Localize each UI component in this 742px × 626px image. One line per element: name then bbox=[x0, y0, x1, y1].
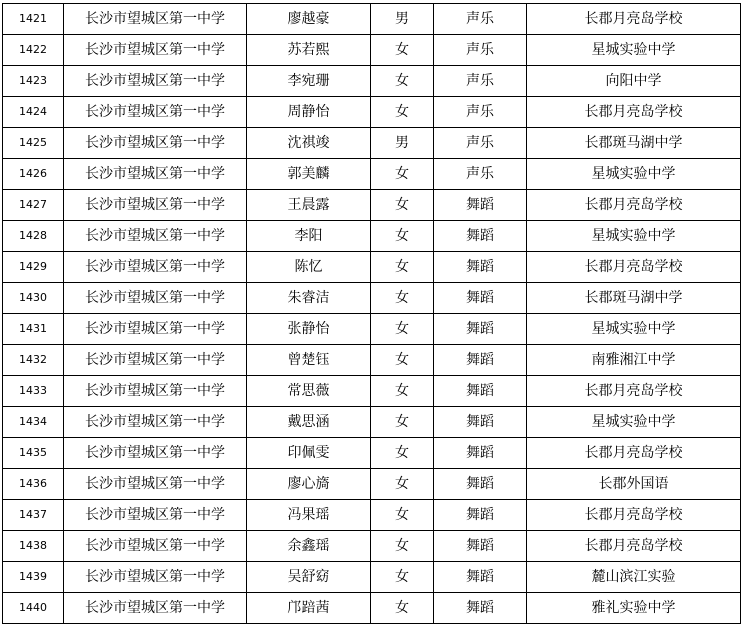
major-cell: 舞蹈 bbox=[434, 531, 527, 562]
table-row bbox=[3, 345, 741, 376]
student-name-cell: 常思薇 bbox=[247, 376, 371, 407]
destination-school-cell: 长郡月亮岛学校 bbox=[527, 438, 741, 469]
table-row bbox=[3, 438, 741, 469]
school-cell: 长沙市望城区第一中学 bbox=[64, 66, 247, 97]
table-row bbox=[3, 593, 741, 624]
school-cell: 长沙市望城区第一中学 bbox=[64, 593, 247, 624]
row-number-cell: 1440 bbox=[3, 593, 64, 624]
destination-school-cell: 星城实验中学 bbox=[527, 159, 741, 190]
table-row bbox=[3, 376, 741, 407]
gender-cell: 女 bbox=[371, 252, 434, 283]
destination-school-cell: 星城实验中学 bbox=[527, 314, 741, 345]
student-name-cell: 陈忆 bbox=[247, 252, 371, 283]
major-cell: 声乐 bbox=[434, 66, 527, 97]
destination-school-cell: 长郡斑马湖中学 bbox=[527, 128, 741, 159]
row-number-cell: 1436 bbox=[3, 469, 64, 500]
row-number-cell: 1437 bbox=[3, 500, 64, 531]
table-row bbox=[3, 66, 741, 97]
table-row bbox=[3, 314, 741, 345]
destination-school-cell: 南雅湘江中学 bbox=[527, 345, 741, 376]
student-name-cell: 戴思涵 bbox=[247, 407, 371, 438]
major-cell: 声乐 bbox=[434, 4, 527, 35]
major-cell: 声乐 bbox=[434, 159, 527, 190]
destination-school-cell: 长郡月亮岛学校 bbox=[527, 4, 741, 35]
major-cell: 声乐 bbox=[434, 128, 527, 159]
row-number-cell: 1429 bbox=[3, 252, 64, 283]
gender-cell: 女 bbox=[371, 376, 434, 407]
school-cell: 长沙市望城区第一中学 bbox=[64, 407, 247, 438]
gender-cell: 女 bbox=[371, 97, 434, 128]
major-cell: 舞蹈 bbox=[434, 190, 527, 221]
school-cell: 长沙市望城区第一中学 bbox=[64, 531, 247, 562]
school-cell: 长沙市望城区第一中学 bbox=[64, 283, 247, 314]
table-row bbox=[3, 4, 741, 35]
destination-school-cell: 长郡月亮岛学校 bbox=[527, 500, 741, 531]
row-number-cell: 1439 bbox=[3, 562, 64, 593]
row-number-cell: 1424 bbox=[3, 97, 64, 128]
row-number-cell: 1426 bbox=[3, 159, 64, 190]
school-cell: 长沙市望城区第一中学 bbox=[64, 500, 247, 531]
gender-cell: 女 bbox=[371, 407, 434, 438]
student-name-cell: 朱睿洁 bbox=[247, 283, 371, 314]
major-cell: 舞蹈 bbox=[434, 562, 527, 593]
row-number-cell: 1425 bbox=[3, 128, 64, 159]
row-number-cell: 1438 bbox=[3, 531, 64, 562]
school-cell: 长沙市望城区第一中学 bbox=[64, 252, 247, 283]
gender-cell: 女 bbox=[371, 345, 434, 376]
table-body bbox=[3, 4, 741, 624]
major-cell: 舞蹈 bbox=[434, 376, 527, 407]
student-name-cell: 冯果瑶 bbox=[247, 500, 371, 531]
gender-cell: 女 bbox=[371, 66, 434, 97]
gender-cell: 女 bbox=[371, 159, 434, 190]
major-cell: 舞蹈 bbox=[434, 469, 527, 500]
destination-school-cell: 长郡外国语 bbox=[527, 469, 741, 500]
major-cell: 舞蹈 bbox=[434, 314, 527, 345]
gender-cell: 女 bbox=[371, 562, 434, 593]
table-row bbox=[3, 159, 741, 190]
school-cell: 长沙市望城区第一中学 bbox=[64, 345, 247, 376]
destination-school-cell: 长郡斑马湖中学 bbox=[527, 283, 741, 314]
table-row bbox=[3, 283, 741, 314]
row-number-cell: 1422 bbox=[3, 35, 64, 66]
table-row bbox=[3, 469, 741, 500]
row-number-cell: 1421 bbox=[3, 4, 64, 35]
student-name-cell: 张静怡 bbox=[247, 314, 371, 345]
student-name-cell: 印佩雯 bbox=[247, 438, 371, 469]
school-cell: 长沙市望城区第一中学 bbox=[64, 221, 247, 252]
school-cell: 长沙市望城区第一中学 bbox=[64, 469, 247, 500]
table-row bbox=[3, 252, 741, 283]
table-row bbox=[3, 562, 741, 593]
gender-cell: 女 bbox=[371, 438, 434, 469]
student-name-cell: 吴舒窈 bbox=[247, 562, 371, 593]
school-cell: 长沙市望城区第一中学 bbox=[64, 314, 247, 345]
destination-school-cell: 长郡月亮岛学校 bbox=[527, 252, 741, 283]
school-cell: 长沙市望城区第一中学 bbox=[64, 97, 247, 128]
table-row bbox=[3, 97, 741, 128]
row-number-cell: 1433 bbox=[3, 376, 64, 407]
destination-school-cell: 星城实验中学 bbox=[527, 35, 741, 66]
student-name-cell: 李阳 bbox=[247, 221, 371, 252]
school-cell: 长沙市望城区第一中学 bbox=[64, 128, 247, 159]
table-row bbox=[3, 190, 741, 221]
table-row bbox=[3, 500, 741, 531]
table-row bbox=[3, 35, 741, 66]
school-cell: 长沙市望城区第一中学 bbox=[64, 190, 247, 221]
destination-school-cell: 长郡月亮岛学校 bbox=[527, 531, 741, 562]
destination-school-cell: 长郡月亮岛学校 bbox=[527, 376, 741, 407]
gender-cell: 女 bbox=[371, 469, 434, 500]
student-name-cell: 苏若熙 bbox=[247, 35, 371, 66]
major-cell: 舞蹈 bbox=[434, 500, 527, 531]
school-cell: 长沙市望城区第一中学 bbox=[64, 562, 247, 593]
destination-school-cell: 长郡月亮岛学校 bbox=[527, 190, 741, 221]
row-number-cell: 1427 bbox=[3, 190, 64, 221]
gender-cell: 女 bbox=[371, 314, 434, 345]
table-row bbox=[3, 128, 741, 159]
table-row bbox=[3, 531, 741, 562]
student-name-cell: 廖越豪 bbox=[247, 4, 371, 35]
student-name-cell: 周静怡 bbox=[247, 97, 371, 128]
major-cell: 舞蹈 bbox=[434, 221, 527, 252]
row-number-cell: 1431 bbox=[3, 314, 64, 345]
student-name-cell: 廖心旖 bbox=[247, 469, 371, 500]
school-cell: 长沙市望城区第一中学 bbox=[64, 438, 247, 469]
gender-cell: 女 bbox=[371, 593, 434, 624]
gender-cell: 女 bbox=[371, 190, 434, 221]
row-number-cell: 1423 bbox=[3, 66, 64, 97]
row-number-cell: 1434 bbox=[3, 407, 64, 438]
destination-school-cell: 雅礼实验中学 bbox=[527, 593, 741, 624]
major-cell: 舞蹈 bbox=[434, 438, 527, 469]
student-name-cell: 邝踣茜 bbox=[247, 593, 371, 624]
school-cell: 长沙市望城区第一中学 bbox=[64, 376, 247, 407]
destination-school-cell: 向阳中学 bbox=[527, 66, 741, 97]
school-cell: 长沙市望城区第一中学 bbox=[64, 4, 247, 35]
major-cell: 声乐 bbox=[434, 97, 527, 128]
student-name-cell: 余鑫瑶 bbox=[247, 531, 371, 562]
row-number-cell: 1430 bbox=[3, 283, 64, 314]
gender-cell: 男 bbox=[371, 128, 434, 159]
student-name-cell: 李宛珊 bbox=[247, 66, 371, 97]
major-cell: 舞蹈 bbox=[434, 345, 527, 376]
gender-cell: 女 bbox=[371, 221, 434, 252]
row-number-cell: 1428 bbox=[3, 221, 64, 252]
major-cell: 舞蹈 bbox=[434, 252, 527, 283]
gender-cell: 女 bbox=[371, 283, 434, 314]
destination-school-cell: 星城实验中学 bbox=[527, 221, 741, 252]
gender-cell: 女 bbox=[371, 531, 434, 562]
student-name-cell: 王晨露 bbox=[247, 190, 371, 221]
destination-school-cell: 星城实验中学 bbox=[527, 407, 741, 438]
destination-school-cell: 长郡月亮岛学校 bbox=[527, 97, 741, 128]
student-name-cell: 曾楚钰 bbox=[247, 345, 371, 376]
major-cell: 声乐 bbox=[434, 35, 527, 66]
destination-school-cell: 麓山滨江实验 bbox=[527, 562, 741, 593]
major-cell: 舞蹈 bbox=[434, 593, 527, 624]
gender-cell: 女 bbox=[371, 500, 434, 531]
school-cell: 长沙市望城区第一中学 bbox=[64, 35, 247, 66]
gender-cell: 女 bbox=[371, 35, 434, 66]
data-table bbox=[2, 3, 741, 624]
major-cell: 舞蹈 bbox=[434, 283, 527, 314]
row-number-cell: 1432 bbox=[3, 345, 64, 376]
major-cell: 舞蹈 bbox=[434, 407, 527, 438]
table-row bbox=[3, 407, 741, 438]
student-name-cell: 郭美麟 bbox=[247, 159, 371, 190]
gender-cell: 男 bbox=[371, 4, 434, 35]
table-row bbox=[3, 221, 741, 252]
school-cell: 长沙市望城区第一中学 bbox=[64, 159, 247, 190]
student-name-cell: 沈祺竣 bbox=[247, 128, 371, 159]
row-number-cell: 1435 bbox=[3, 438, 64, 469]
